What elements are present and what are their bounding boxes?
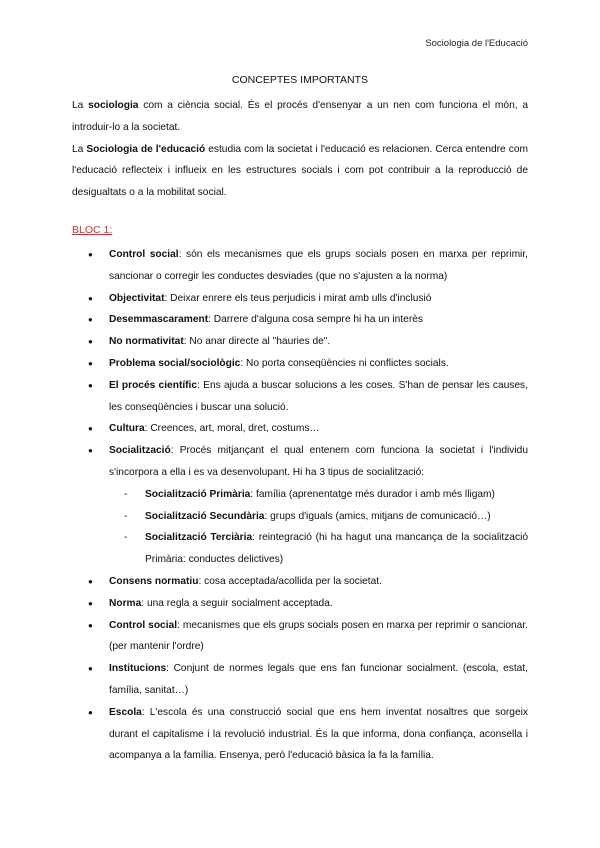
concept-list [72, 244, 528, 767]
term-sociologia-educacio: Sociologia de l'educació [86, 143, 206, 155]
sub-list-item: - Socialització Secundària: grups d'iguals (amics, mitjans de comunicació…) [109, 506, 528, 528]
intro-section [72, 95, 528, 204]
socialitzacio-types-list [109, 484, 528, 571]
page-header: Sociologia de l'Educació [425, 38, 528, 49]
section-heading-bloc-1: BLOC 1: [72, 224, 113, 236]
intro-paragraph-2: La Sociologia de l'educació estudia com la societat i l'educació es relacionen. Cerca entendre com l'educació reflecteix i influeix en les estructures socials i com pot contribuir a la reproducció de desigualtats o a la mobilitat social. [72, 143, 528, 199]
list-item: ● Socialització: Procés mitjançant el qual entenem com funciona la societat i l'individu s'incorpora a ella i es va desenvolupant. Hi ha 3 tipus de socialització: - Socialització Primària: família (aprenentatge més durador i amb més lligam) - Socialització Secundària: grups d'iguals (amics, mitjans de comunicació…) - Socialització Terciària: reintegració (hi ha hagut una mancança de la socialització Primària: conductes delictives) [72, 440, 528, 571]
sub-list-item: - Socialització Primària: família (aprenentatge més durador i amb més lligam) [109, 484, 528, 506]
page-title: CONCEPTES IMPORTANTS [231, 74, 369, 86]
list-item: ● Institucions: Conjunt de normes legals que ens fan funcionar socialment. (escola, estat, família, sanitat…) [72, 658, 528, 702]
list-item: ● Escola: L'escola és una construcció social que ens hem inventat nosaltres que sorgeix durant el capitalisme i la revolució industrial. És la que informa, dona confiança, aconsella i acompanya a la família. Ensenya, però l'educació bàsica la fa la família. [72, 702, 528, 767]
list-item: ● Control social: mecanismes que els grups socials posen en marxa per reprimir o sancionar. (per mantenir l'ordre) [72, 615, 528, 659]
list-item: ● El procés científic: Ens ajuda a buscar solucions a les coses. S'han de pensar les causes, les conseqüències i buscar una solució. [72, 375, 528, 419]
sub-list-item: - Socialització Terciària: reintegració (hi ha hagut una mancança de la socialització Primària: conductes delictives) [109, 527, 528, 571]
list-item: ● Desemmascarament: Darrere d'alguna cosa sempre hi ha un interès [72, 309, 528, 331]
list-item: ● Objectivitat: Deixar enrere els teus perjudicis i mirat amb ulls d'inclusió [72, 288, 528, 310]
list-item: ● Cultura: Creences, art, moral, dret, costums… [72, 418, 528, 440]
list-item: ● Consens normatiu: cosa acceptada/acollida per la societat. [72, 571, 528, 593]
list-item: ● Norma: una regla a seguir socialment acceptada. [72, 593, 528, 615]
list-item: ● Control social: són els mecanismes que els grups socials posen en marxa per reprimir, sancionar o corregir les conductes desviades (que no s'ajusten a la norma) [72, 244, 528, 288]
intro-paragraph-1: La sociologia com a ciència social. És el procés d'ensenyar a un nen com funciona el món, a introduir-lo a la societat. [72, 100, 528, 133]
list-item: ● No normativitat: No anar directe al "hauries de". [72, 331, 528, 353]
term-sociologia: sociologia [88, 100, 139, 111]
list-item: ● Problema social/sociològic: No porta conseqüències ni conflictes socials. [72, 353, 528, 375]
